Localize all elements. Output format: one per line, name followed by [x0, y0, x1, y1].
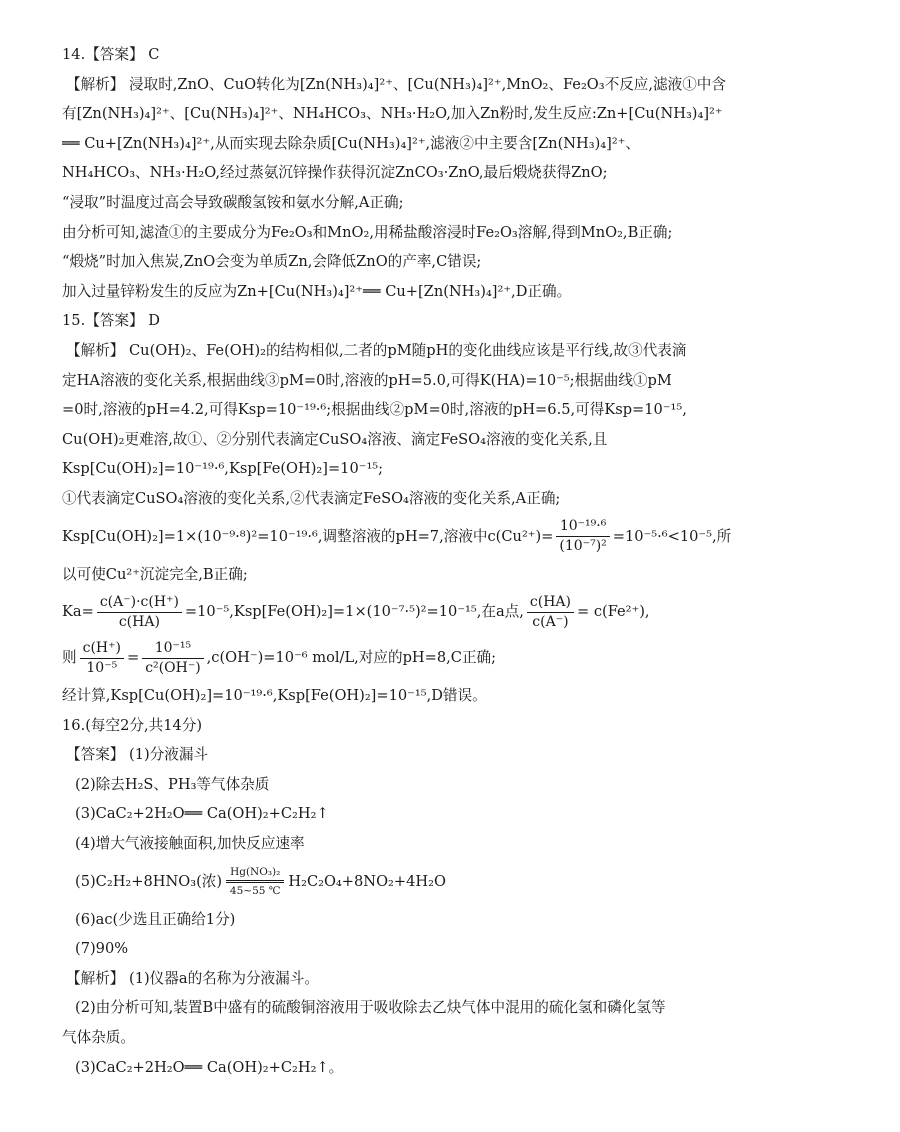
analysis-line: Ksp[Cu(OH)₂]=10⁻¹⁹·⁶,Ksp[Fe(OH)₂]=10⁻¹⁵;	[62, 460, 384, 478]
fraction-denominator: c(A⁻)	[532, 613, 569, 630]
q16-answer-7: (7)90%	[75, 940, 129, 958]
eq-text: = c(Fe²⁺),	[576, 603, 650, 621]
reaction-condition-arrow	[226, 866, 284, 897]
analysis-line: 由分析可知,滤渣①的主要成分为Fe₂O₃和MnO₂,用稀盐酸溶浸时Fe₂O₃溶解,得到MnO₂,B正确;	[62, 223, 673, 241]
analysis-line: 【解析】 浸取时,ZnO、CuO转化为[Zn(NH₃)₄]²⁺、[Cu(NH₃)₄]²⁺,MnO₂、Fe₂O₃不反应,滤液①中含	[66, 75, 726, 93]
eq-text: H₂C₂O₄+8NO₂+4H₂O	[288, 872, 446, 890]
eq-text: =	[126, 649, 140, 667]
fraction	[80, 640, 124, 677]
answer-heading: 15.【答案】 D	[62, 312, 160, 330]
text-line-b: 以可使Cu²⁺沉淀完全,B正确;	[62, 565, 248, 583]
fraction-denominator: (10⁻⁷)²	[559, 538, 607, 554]
fraction-numerator: c(HA)	[527, 594, 574, 613]
fraction	[97, 594, 182, 631]
analysis-line: =0时,溶液的pH=4.2,可得Ksp=10⁻¹⁹·⁶;根据曲线②pM=0时,溶液的pH=6.5,可得Ksp=10⁻¹⁵,	[62, 401, 687, 419]
q16-analysis-3: 气体杂质。	[62, 1029, 135, 1047]
analysis-line: “煅烧”时加入焦炭,ZnO会变为单质Zn,会降低ZnO的产率,C错误;	[62, 253, 482, 271]
eq-text: =10⁻⁵,Ksp[Fe(OH)₂]=1×(10⁻⁷·⁵)²=10⁻¹⁵,在a点,	[184, 603, 524, 621]
text-line-d: 经计算,Ksp[Cu(OH)₂]=10⁻¹⁹·⁶,Ksp[Fe(OH)₂]=10⁻¹⁵,D错误。	[62, 687, 487, 705]
eq-text: (5)C₂H₂+8HNO₃(浓)	[75, 872, 223, 890]
fraction-denominator: c²(OH⁻)	[145, 659, 201, 676]
analysis-line: 定HA溶液的变化关系,根据曲线③pM=0时,溶液的pH=5.0,可得K(HA)=10⁻⁵;根据曲线①pM	[62, 371, 672, 389]
answer-heading: 14.【答案】 C	[62, 46, 160, 63]
equation-line-cu	[62, 514, 860, 560]
equation-line-oh	[62, 635, 860, 681]
analysis-line: NH₄HCO₃、NH₃·H₂O,经过蒸氨沉锌操作获得沉淀ZnCO₃·ZnO,最后煅烧获得ZnO;	[62, 164, 608, 182]
analysis-line: 【解析】 Cu(OH)₂、Fe(OH)₂的结构相似,二者的pM随pH的变化曲线应该是平行线,故③代表滴	[66, 341, 687, 359]
fraction-denominator: 10⁻⁵	[86, 659, 118, 676]
analysis-line: “浸取”时温度过高会导致碳酸氢铵和氨水分解,A正确;	[62, 193, 404, 211]
q16-answer-3: (3)CaC₂+2H₂O══ Ca(OH)₂+C₂H₂↑	[75, 805, 329, 823]
condition-temperature: 45~55 ℃	[229, 885, 281, 898]
q16-answer-5	[62, 859, 860, 905]
analysis-line: 有[Zn(NH₃)₄]²⁺、[Cu(NH₃)₄]²⁺、NH₄HCO₃、NH₃·H₂O,加入Zn粉时,发生反应:Zn+[Cu(NH₃)₄]²⁺	[62, 105, 723, 123]
q16-answer-1: 【答案】 (1)分液漏斗	[66, 746, 209, 764]
fraction-numerator: c(A⁻)·c(H⁺)	[97, 594, 182, 613]
analysis-line: ══ Cu+[Zn(NH₃)₄]²⁺,从而实现去除杂质[Cu(NH₃)₄]²⁺,滤液②中主要含[Zn(NH₃)₄]²⁺、	[62, 134, 641, 152]
q16-analysis-1: 【解析】 (1)仪器a的名称为分液漏斗。	[66, 969, 319, 987]
fraction	[527, 594, 574, 631]
q16-analysis-2: (2)由分析可知,装置B中盛有的硫酸铜溶液用于吸收除去乙炔气体中混用的硫化氢和磷化氢等	[75, 999, 666, 1017]
analysis-line: ①代表滴定CuSO₄溶液的变化关系,②代表滴定FeSO₄溶液的变化关系,A正确;	[62, 489, 561, 507]
fraction-numerator: 10⁻¹⁹·⁶	[556, 518, 609, 537]
fraction	[142, 640, 203, 677]
q16-analysis-4: (3)CaC₂+2H₂O══ Ca(OH)₂+C₂H₂↑。	[75, 1058, 344, 1076]
eq-text: ,c(OH⁻)=10⁻⁶ mol/L,对应的pH=8,C正确;	[206, 649, 497, 667]
fraction-numerator: c(H⁺)	[80, 640, 124, 659]
eq-text: Ksp[Cu(OH)₂]=1×(10⁻⁹·⁸)²=10⁻¹⁹·⁶,调整溶液的pH=7,溶液中c(Cu²⁺)=	[62, 527, 554, 545]
equation-line-ka	[62, 589, 860, 635]
eq-text: =10⁻⁵·⁶<10⁻⁵,所	[612, 527, 732, 545]
eq-text: 则	[62, 649, 77, 667]
fraction-numerator: 10⁻¹⁵	[142, 640, 203, 659]
eq-text: Ka=	[62, 603, 94, 621]
analysis-line: 加入过量锌粉发生的反应为Zn+[Cu(NH₃)₄]²⁺══ Cu+[Zn(NH₃)₄]²⁺,D正确。	[62, 282, 572, 300]
q16-header: 16.(每空2分,共14分)	[62, 716, 203, 734]
answer-lines	[62, 40, 860, 514]
fraction	[556, 518, 609, 555]
condition-catalyst: Hg(NO₃)₂	[226, 866, 284, 883]
analysis-line: Cu(OH)₂更难溶,故①、②分别代表滴定CuSO₄溶液、滴定FeSO₄溶液的变化关系,且	[62, 430, 608, 448]
q16-answer-6: (6)ac(少选且正确给1分)	[75, 910, 236, 928]
fraction-denominator: c(HA)	[118, 613, 160, 630]
q16-answer-2: (2)除去H₂S、PH₃等气体杂质	[75, 775, 270, 793]
q16-answer-4: (4)增大气液接触面积,加快反应速率	[75, 835, 305, 853]
